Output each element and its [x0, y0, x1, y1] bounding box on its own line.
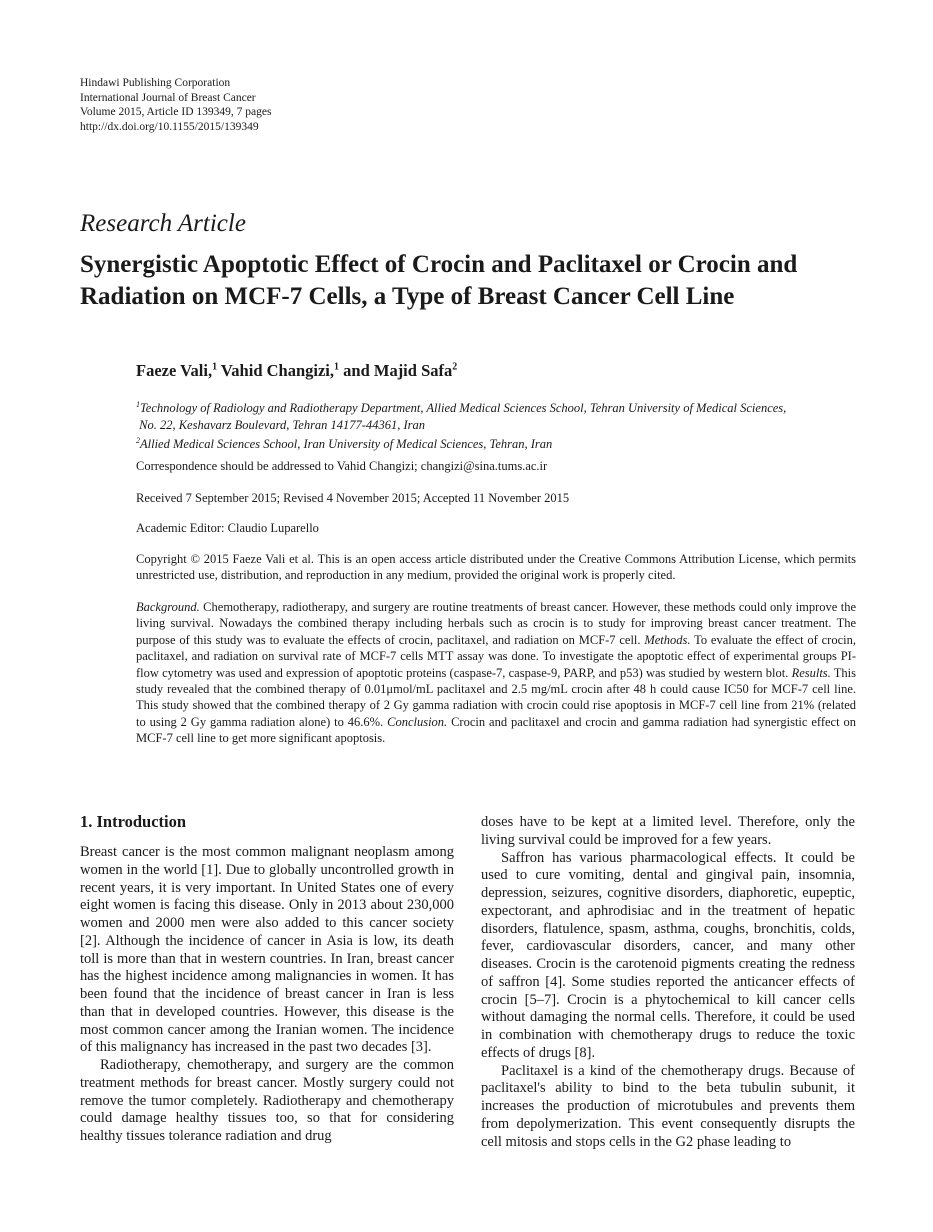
paragraph: Breast cancer is the most common malignant neoplasm among women in the world [1]. Due to globally uncontrolled growth in recent years, it is very important. In United States one of every eight women is facing this disease. Only in 2013 about 230,000 women and 2000 men were also added to this cancer society [2]. Although the incidence of cancer in Asia is low, its death toll is more than that in western countries. In Iran, breast cancer has the highest incidence among malignancies in women. It has been found that the incidence of breast cancer in Iran is less than that in developed countries. However, this disease is the most common cancer among the Iranian women. The incidence of this malignancy has increased in the past two decades [3]. [80, 844, 454, 1056]
correspondence: Correspondence should be addressed to Vahid Changizi; changizi@sina.tums.ac.ir [136, 459, 548, 473]
affiliation-2 [136, 433, 786, 453]
article-dates: Received 7 September 2015; Revised 4 November 2015; Accepted 11 November 2015 [136, 491, 570, 505]
affiliation-text: Technology of Radiology and Radiotherapy Department, Allied Medical Sciences School, Tehran University of Medical Sciences, [140, 401, 787, 416]
affiliation-1-cont: No. 22, Keshavarz Boulevard, Tehran 14177-44361, Iran [136, 417, 426, 432]
publisher: Hindawi Publishing Corporation [80, 77, 231, 89]
affiliation-text: Allied Medical Sciences School, Iran University of Medical Sciences, Tehran, Iran [140, 437, 553, 452]
paragraph: Paclitaxel is a kind of the chemotherapy drugs. Because of paclitaxel's ability to bind to the beta tubulin subunit, it increases the production of microtubules and prevents them from depolymerization. This event consequently disrupts the cell mitosis and stops cells in the G2 phase leading to [481, 1062, 855, 1150]
abstract-background-label: Background. [136, 600, 200, 614]
abstract-background: Chemotherapy, radiotherapy, and surgery are routine treatments of breast cancer. However, these methods could only improve the living survival. Nowadays the combined therapy including herbals such as crocin is to study for improving breast cancer treatment. The purpose of this study was to evaluate the effects of crocin, paclitaxel, and radiation on MCF-7 cell. [136, 600, 856, 647]
abstract-methods: To evaluate the effect of crocin, paclitaxel, and radiation on survival rate of MCF-7 cells MTT assay was done. To investigate the apoptotic effect of experimental groups PI-flow cytometry was used and expression of apoptotic proteins (caspase-7, caspase-9, PARP, and p53) was studied by western blot. [136, 632, 856, 680]
affiliation-1 [136, 397, 786, 417]
author-affiliation-mark: 1 [334, 361, 340, 373]
paragraph: doses have to be kept at a limited level. Therefore, only the living survival could be improved for a few years. [481, 814, 855, 848]
abstract-results-label: Results. [791, 665, 831, 680]
author-name: and Majid Safa [339, 361, 453, 380]
journal-name: International Journal of Breast Cancer [80, 91, 256, 104]
paragraph: Radiotherapy, chemotherapy, and surgery are the common treatment methods for breast cancer. Mostly surgery could not remove the tumor completely. Radiotherapy and chemotherapy could damage healthy tissues too, so that for considering healthy tissues tolerance radiation and drug [80, 1057, 454, 1144]
abstract-conclusion: Crocin and paclitaxel and crocin and gamma radiation had synergistic effect on MCF-7 cell line to get more significant apoptosis. [136, 714, 856, 746]
article-type: Research Article [80, 210, 246, 237]
section-heading: 1. Introduction [80, 812, 187, 831]
article-title: Synergistic Apoptotic Effect of Crocin and Paclitaxel or Crocin and Radiation on MCF-7 Cells, a Type of Breast Cancer Cell Line [80, 251, 798, 310]
journal-info [80, 76, 271, 134]
author-name: Vahid Changizi, [217, 361, 335, 380]
affiliation-mark: 1 [136, 400, 140, 409]
doi-link[interactable]: http://dx.doi.org/10.1155/2015/139349 [80, 120, 259, 133]
abstract [136, 599, 856, 747]
abstract-methods-label: Methods. [644, 632, 691, 647]
copyright-notice: Copyright © 2015 Faeze Vali et al. This is an open access article distributed under the Creative Commons Attribution License, which permits unrestricted use, distribution, and reproduction in any medium, provided the original work is properly cited. [136, 552, 856, 582]
author-list [136, 361, 457, 381]
author-affiliation-mark: 1 [212, 361, 218, 373]
affiliations [136, 397, 786, 453]
right-column [481, 814, 855, 1151]
author-affiliation-mark: 2 [452, 361, 458, 373]
author-name: Faeze Vali, [136, 361, 213, 380]
abstract-conclusion-label: Conclusion. [387, 714, 448, 729]
academic-editor: Academic Editor: Claudio Luparello [136, 521, 319, 535]
affiliation-mark: 2 [136, 436, 140, 446]
left-column [80, 812, 454, 1146]
abstract-results: This study revealed that the combined therapy of 0.01μmol/mL paclitaxel and 2.5 mg/mL crocin after 48 h could cause IC50 for MCF-7 cell line. This study showed that the combined therapy of 2 Gy gamma radiation with crocin could rise apoptosis in MCF-7 cell line from 21% (related to using 2 Gy gamma radiation alone) to 46.6%. [136, 665, 857, 729]
paragraph: Saffron has various pharmacological effects. It could be used to cure vomiting, dental and gingival pain, insomnia, depression, seizures, cognitive disorders, diaphoretic, eupeptic, expectorant, and aphrodisiac and in the treatment of hepatic disorders, flatulence, spasm, asthma, coughs, bronchitis, colds, fever, cardiovascular disorders, cancer, and many other diseases. Crocin is the carotenoid pigments creating the redness of saffron [4]. Some studies reported the anticancer effects of crocin [5–7]. Crocin is a phytochemical to kill cancer cells without damaging the normal cells. Therefore, it could be used in combination with chemotherapy drugs to reduce the toxic effects of drugs [8]. [481, 849, 855, 1061]
volume-line: Volume 2015, Article ID 139349, 7 pages [80, 106, 272, 118]
